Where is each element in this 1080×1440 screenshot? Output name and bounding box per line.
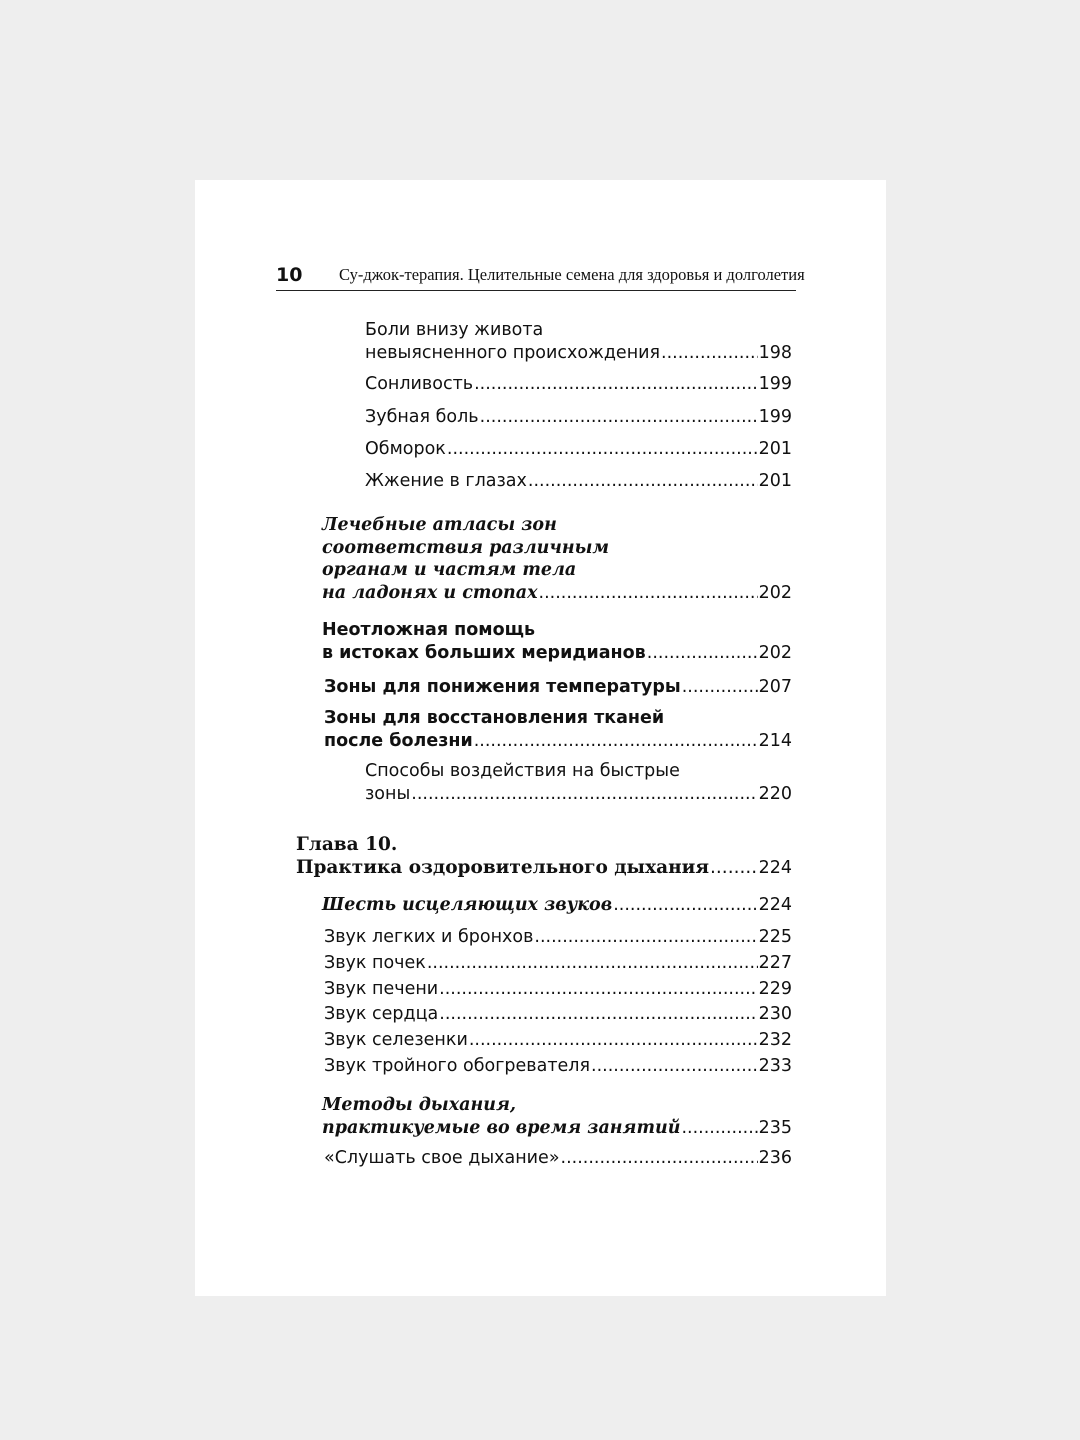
toc-entry xyxy=(324,1003,792,1026)
toc-entry-title: Обморок xyxy=(365,439,446,459)
toc-section xyxy=(322,514,792,604)
toc-entry-title: Способы воздействия на быстрые xyxy=(365,761,680,781)
toc-entry-title: Звук легких и бронхов xyxy=(324,927,534,947)
leader-dots xyxy=(647,642,758,665)
toc-entry-page: 214 xyxy=(758,730,792,751)
toc-entry xyxy=(324,1055,792,1078)
toc-entry-page: 202 xyxy=(758,642,792,663)
toc-entry xyxy=(365,760,792,805)
leader-dots xyxy=(439,978,757,1001)
toc-section xyxy=(324,676,792,699)
toc-chapter xyxy=(296,833,792,880)
toc-entry-page: 230 xyxy=(758,1004,792,1024)
leader-dots xyxy=(710,856,758,879)
toc-entry xyxy=(365,406,792,429)
leader-dots xyxy=(539,582,758,605)
leader-dots xyxy=(528,470,758,493)
toc-entry-page: 233 xyxy=(758,1056,792,1076)
toc-entry-title: Боли внизу живота xyxy=(365,320,544,340)
toc-entry-page: 227 xyxy=(758,953,792,973)
toc-entry-title: Звук почек xyxy=(324,953,426,973)
toc-entry-page: 199 xyxy=(758,374,792,394)
toc-entry-page: 201 xyxy=(758,439,792,459)
leader-dots xyxy=(480,406,758,429)
toc-entry-title: зоны xyxy=(365,783,411,804)
toc-entry-title: Зубная боль xyxy=(365,407,479,427)
leader-dots xyxy=(411,783,757,806)
toc-entry-title: Звук тройного обогревателя xyxy=(324,1056,591,1076)
toc-entry xyxy=(324,926,792,949)
toc-entry-page: 220 xyxy=(758,783,792,804)
toc-entry-title: невыясненного происхождения xyxy=(365,342,661,363)
leader-dots xyxy=(427,952,758,975)
leader-dots xyxy=(474,373,758,396)
toc-entry xyxy=(365,438,792,461)
toc-entry xyxy=(324,1147,792,1170)
toc-entry-title: Лечебные атласы зон xyxy=(322,515,557,535)
leader-dots xyxy=(681,1117,757,1140)
toc-section xyxy=(322,619,792,664)
leader-dots xyxy=(591,1055,758,1078)
toc-entry-title: «Слушать свое дыхание» xyxy=(324,1148,560,1168)
toc-entry-title: Неотложная помощь xyxy=(322,620,536,640)
chapter-title: Практика оздоровительного дыхания xyxy=(296,857,710,878)
toc-entry xyxy=(324,1029,792,1052)
book-title: Су-джок-терапия. Целительные семена для здоровья и долголетия xyxy=(339,265,805,284)
toc-entry xyxy=(324,952,792,975)
chapter-number: Глава 10. xyxy=(296,834,398,855)
toc-entry-title: Методы дыхания, xyxy=(322,1095,517,1115)
leader-dots xyxy=(661,342,758,365)
leader-dots xyxy=(561,1147,758,1170)
toc-entry-title: органам и частям тела xyxy=(322,560,577,580)
toc-section xyxy=(324,707,792,752)
toc-entry-title: Шесть исцеляющих звуков xyxy=(322,895,613,915)
toc-entry-page: 235 xyxy=(758,1117,792,1138)
toc-entry-page: 224 xyxy=(758,895,792,915)
toc-entry-page: 236 xyxy=(758,1148,792,1168)
toc-entry xyxy=(365,319,792,364)
toc-entry xyxy=(365,470,792,493)
running-header xyxy=(276,264,805,291)
toc-entry-title: Жжение в глазах xyxy=(365,471,527,491)
toc-entry-page: 198 xyxy=(758,342,792,363)
toc-entry-page: 232 xyxy=(758,1030,792,1050)
toc-entry-title: Звук селезенки xyxy=(324,1030,468,1050)
page-number: 10 xyxy=(276,264,303,286)
toc-entry-title: после болезни xyxy=(324,730,473,751)
toc-entry-page: 224 xyxy=(758,858,792,878)
toc-entry-title: Звук печени xyxy=(324,979,439,999)
toc-entry-page: 229 xyxy=(758,979,792,999)
leader-dots xyxy=(613,894,757,917)
toc-entry xyxy=(365,373,792,396)
toc-section xyxy=(322,894,792,917)
toc-entry-page: 199 xyxy=(758,407,792,427)
leader-dots xyxy=(447,438,758,461)
toc-entry-title: практикуемые во время занятий xyxy=(322,1117,681,1138)
book-page xyxy=(195,180,886,1296)
toc-entry-page: 207 xyxy=(758,677,792,697)
toc-entry-title: в истоках больших меридианов xyxy=(322,642,646,663)
toc-entry-title: Звук сердца xyxy=(324,1004,439,1024)
leader-dots xyxy=(469,1029,758,1052)
leader-dots xyxy=(682,676,758,699)
toc-entry-page: 202 xyxy=(758,582,792,603)
leader-dots xyxy=(534,926,757,949)
toc-entry-title: Сонливость xyxy=(365,374,474,394)
toc-entry-title: Зоны для восстановления тканей xyxy=(324,708,665,728)
leader-dots xyxy=(474,730,758,753)
toc-entry-title: на ладонях и стопах xyxy=(322,582,538,603)
toc-entry xyxy=(324,978,792,1001)
leader-dots xyxy=(439,1003,757,1026)
toc-entry-page: 201 xyxy=(758,471,792,491)
toc-entry-title: Зоны для понижения температуры xyxy=(324,677,681,697)
toc-section xyxy=(322,1094,792,1139)
toc-entry-title: соответствия различным xyxy=(322,537,610,558)
toc-entry-page: 225 xyxy=(758,927,792,947)
